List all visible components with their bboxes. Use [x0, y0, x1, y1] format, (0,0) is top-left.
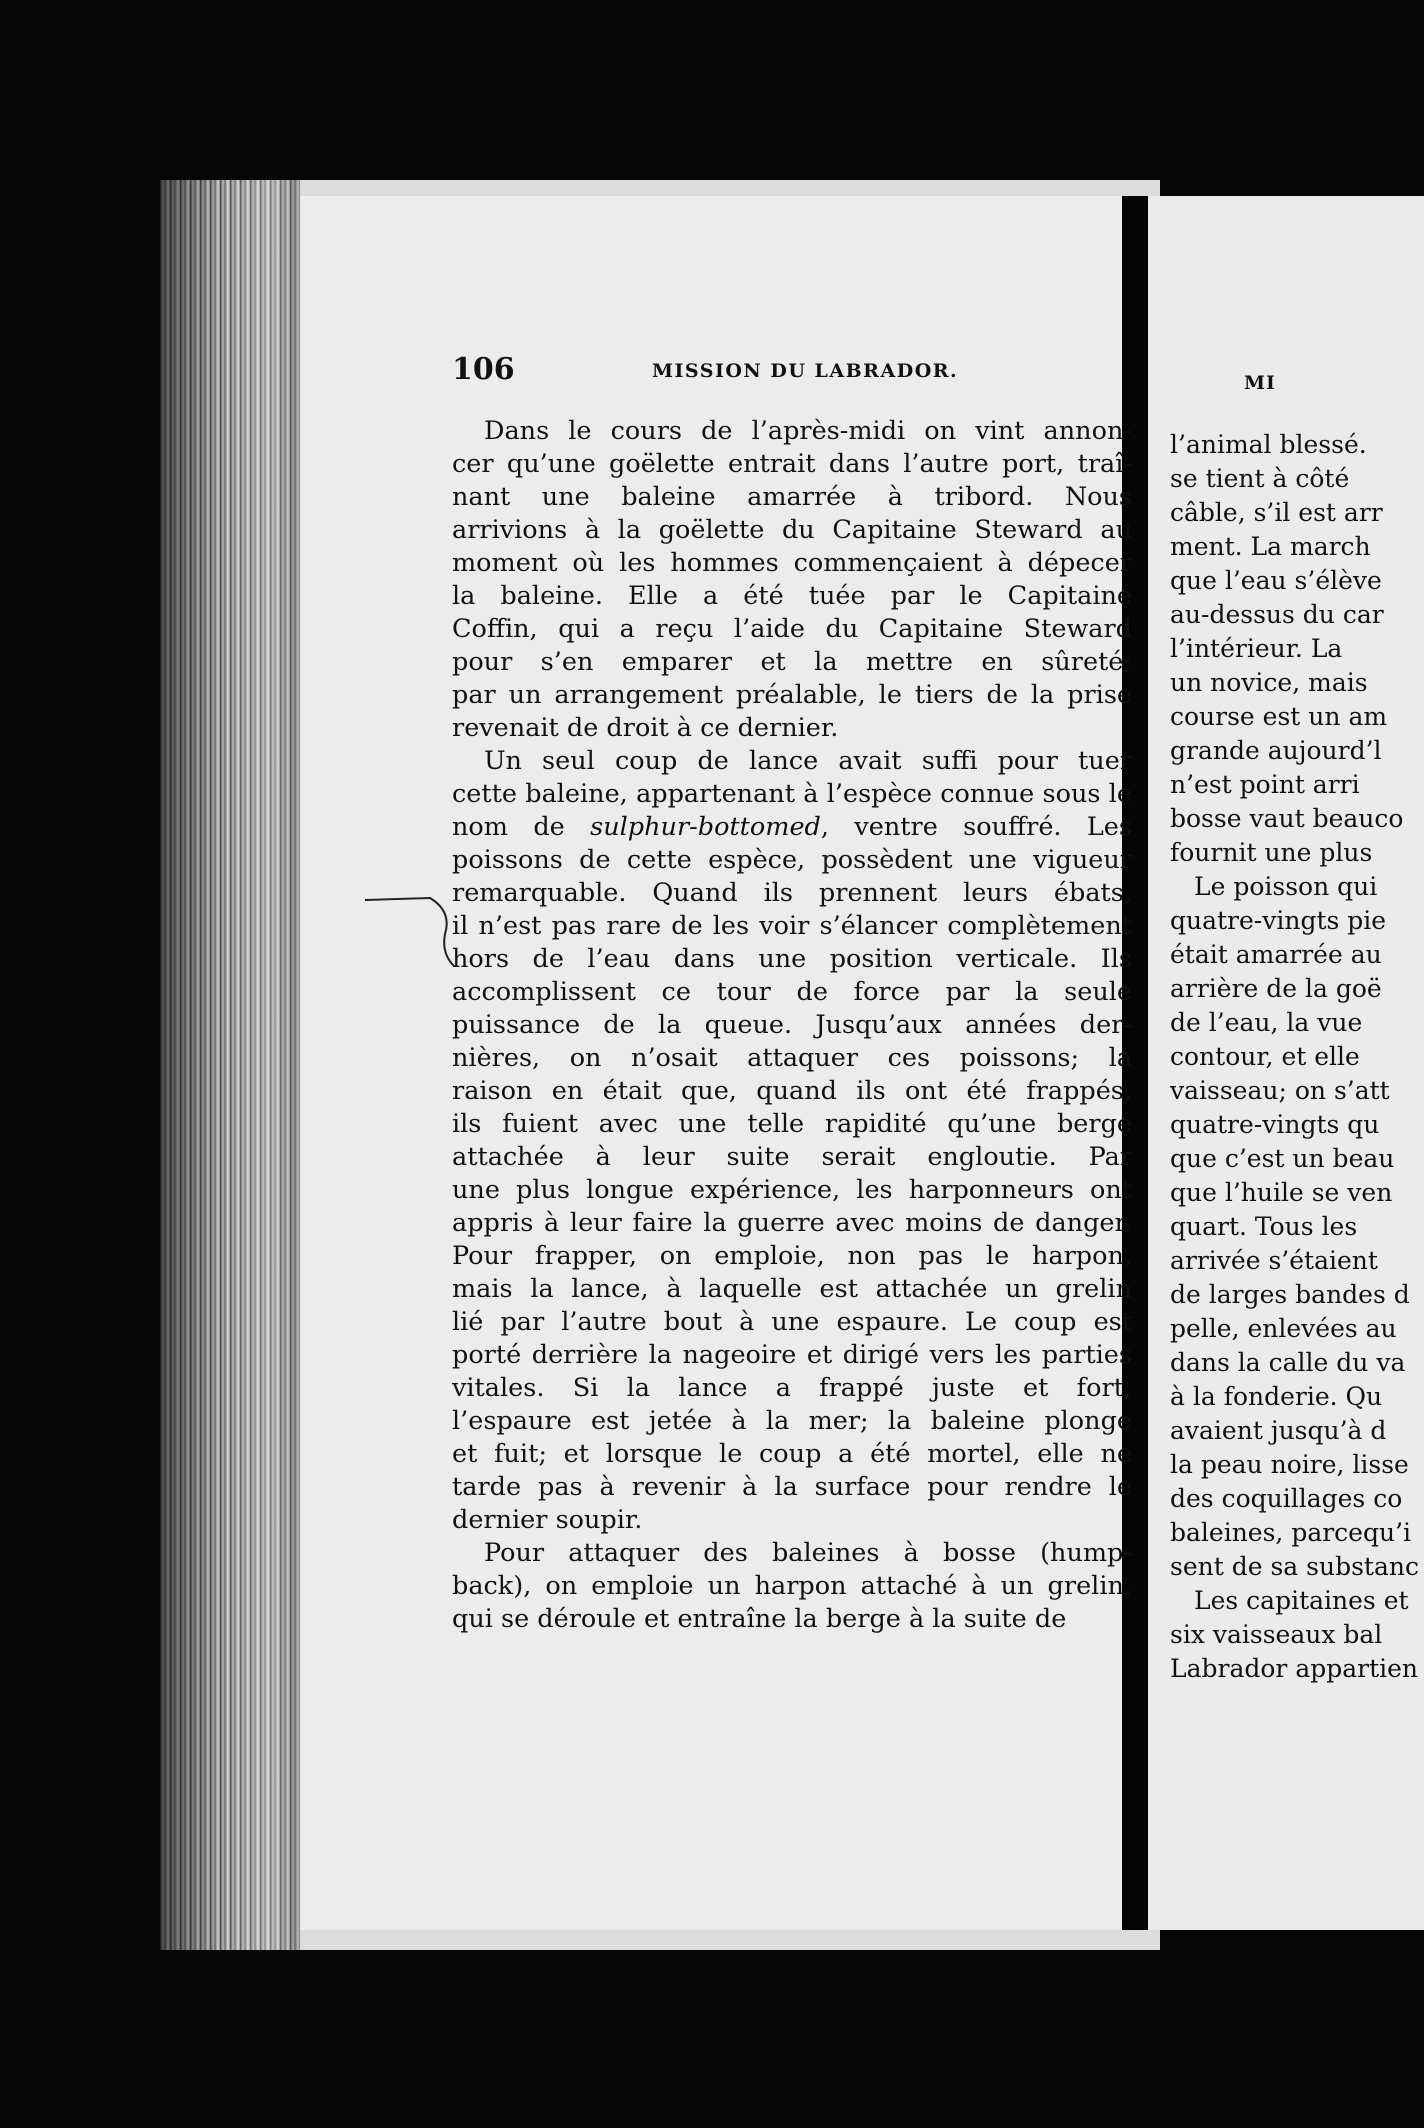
- text-line: au-dessus du car: [1170, 600, 1384, 629]
- left-page-body: [452, 415, 1132, 1636]
- text-line: nom de sulphur-bottomed, ventre souffré. Les: [452, 812, 1132, 842]
- text-line: à la fonderie. Qu: [1170, 1382, 1383, 1411]
- page-header: [452, 352, 1132, 392]
- text-line: accomplissent ce tour de force par la seule: [452, 977, 1132, 1007]
- text-line: pelle, enlevées au: [1170, 1314, 1397, 1343]
- text-line: course est un am: [1170, 702, 1388, 731]
- text-line: arrivions à la goëlette du Capitaine Steward au: [452, 515, 1132, 545]
- text-line: arrivée s’étaient: [1170, 1246, 1378, 1275]
- text-line: attachée à leur suite serait engloutie. Par: [452, 1142, 1132, 1172]
- text-line: nant une baleine amarrée à tribord. Nous: [452, 482, 1132, 512]
- text-line: quart. Tous les: [1170, 1212, 1358, 1241]
- text-line: que c’est un beau: [1170, 1144, 1395, 1173]
- text-line: était amarrée au: [1170, 940, 1382, 969]
- text-line: poissons de cette espèce, possèdent une vigueur: [452, 845, 1132, 875]
- text-line: il n’est pas rare de les voir s’élancer complètement: [452, 911, 1132, 941]
- page-number: 106: [452, 352, 515, 387]
- text-line: que l’huile se ven: [1170, 1178, 1393, 1207]
- text-line: contour, et elle: [1170, 1042, 1360, 1071]
- text-line: Coffin, qui a reçu l’aide du Capitaine Steward: [452, 614, 1132, 644]
- text-line: Dans le cours de l’après-midi on vint annon-: [484, 416, 1132, 446]
- text-line: lié par l’autre bout à une espaure. Le coup est: [452, 1307, 1132, 1337]
- text-line: tarde pas à revenir à la surface pour rendre le: [452, 1472, 1132, 1502]
- text-line: bosse vaut beauco: [1170, 804, 1404, 833]
- text-line: l’espaure est jetée à la mer; la baleine plonge: [452, 1406, 1132, 1436]
- text-line: une plus longue expérience, les harponneurs ont: [452, 1175, 1132, 1205]
- text-line: l’animal blessé.: [1170, 430, 1367, 459]
- text-line: arrière de la goë: [1170, 974, 1382, 1003]
- text-line: moment où les hommes commençaient à dépecer: [452, 548, 1132, 578]
- text-line: la peau noire, lisse: [1170, 1450, 1409, 1479]
- text-line: Un seul coup de lance avait suffi pour tuer: [484, 746, 1132, 776]
- text-line: vitales. Si la lance a frappé juste et fort,: [452, 1373, 1132, 1403]
- text-line: fournit une plus: [1170, 838, 1373, 867]
- text-line: baleines, parcequ’i: [1170, 1518, 1412, 1547]
- text-line: appris à leur faire la guerre avec moins de danger.: [452, 1208, 1132, 1238]
- text-line: dernier soupir.: [452, 1505, 643, 1535]
- text-line: par un arrangement préalable, le tiers de la prise: [452, 680, 1132, 710]
- right-running-title: MI: [1244, 372, 1276, 394]
- text-line: raison en était que, quand ils ont été frappés,: [452, 1076, 1132, 1106]
- text-line: porté derrière la nageoire et dirigé vers les parties: [452, 1340, 1132, 1370]
- text-line: des coquillages co: [1170, 1484, 1403, 1513]
- text-line: hors de l’eau dans une position verticale. Ils: [452, 944, 1132, 974]
- text-line: pour s’en emparer et la mettre en sûreté;: [452, 647, 1132, 677]
- text-line: sent de sa substanc: [1170, 1552, 1419, 1581]
- text-line: quatre-vingts qu: [1170, 1110, 1380, 1139]
- text-line: se tient à côté: [1170, 464, 1350, 493]
- text-line: de l’eau, la vue: [1170, 1008, 1363, 1037]
- italic-term: sulphur-bottomed: [590, 812, 821, 842]
- text-line: avaient jusqu’à d: [1170, 1416, 1387, 1445]
- text-line: mais la lance, à laquelle est attachée un grelin: [452, 1274, 1132, 1304]
- text-line: six vaisseaux bal: [1170, 1620, 1383, 1649]
- text-line: ment. La march: [1170, 532, 1371, 561]
- text-line: back), on emploie un harpon attaché à un grelin,: [452, 1571, 1132, 1601]
- text-line: câble, s’il est arr: [1170, 498, 1383, 527]
- text-line: l’intérieur. La: [1170, 634, 1343, 663]
- text-line: Pour attaquer des baleines à bosse (hump-: [484, 1538, 1132, 1568]
- text-line: que l’eau s’élève: [1170, 566, 1382, 595]
- running-title: MISSION DU LABRADOR.: [652, 360, 959, 382]
- text-line: remarquable. Quand ils prennent leurs ébats,: [452, 878, 1132, 908]
- text-line: Le poisson qui: [1194, 872, 1378, 901]
- text-line: cer qu’une goëlette entrait dans l’autre port, traî-: [452, 449, 1132, 479]
- text-line: un novice, mais: [1170, 668, 1368, 697]
- text-line: grande aujourd’l: [1170, 736, 1382, 765]
- text-line: vaisseau; on s’att: [1170, 1076, 1390, 1105]
- text-line: revenait de droit à ce dernier.: [452, 713, 839, 743]
- text-line: et fuit; et lorsque le coup a été mortel, elle ne: [452, 1439, 1132, 1469]
- text-line: qui se déroule et entraîne la berge à la suite de: [452, 1604, 1067, 1634]
- text-line: de larges bandes d: [1170, 1280, 1410, 1309]
- text-line: nières, on n’osait attaquer ces poissons; la: [452, 1043, 1132, 1073]
- text-line: Pour frapper, on emploie, non pas le harpon,: [452, 1241, 1132, 1271]
- text-line: n’est point arri: [1170, 770, 1360, 799]
- text-line: dans la calle du va: [1170, 1348, 1406, 1377]
- text-line: puissance de la queue. Jusqu’aux années der-: [452, 1010, 1132, 1040]
- text-line: ils fuient avec une telle rapidité qu’une berge: [452, 1109, 1132, 1139]
- page-edges: [160, 180, 300, 1950]
- text-line: la baleine. Elle a été tuée par le Capitaine: [452, 581, 1132, 611]
- right-page-body: [1170, 428, 1424, 1686]
- text-line: Labrador appartien: [1170, 1654, 1419, 1683]
- text-line: quatre-vingts pie: [1170, 906, 1387, 935]
- text-line: Les capitaines et: [1194, 1586, 1409, 1615]
- text-line: cette baleine, appartenant à l’espèce connue sous le: [452, 779, 1132, 809]
